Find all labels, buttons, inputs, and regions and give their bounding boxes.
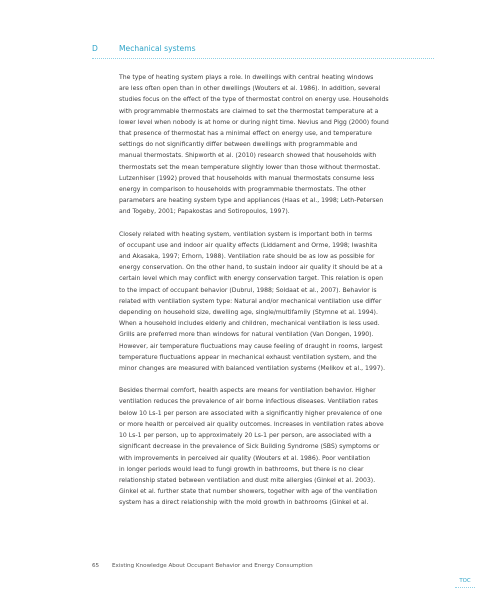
toc-underline <box>455 587 475 588</box>
text-line: Closely related with heating system, ventilation system is important both in terms <box>119 230 373 238</box>
section-heading <box>92 44 392 58</box>
text-line: However, air temperature fluctuations may cause feeling of draught in rooms, largest <box>119 342 383 350</box>
text-line: with improvements in perceived air quality (Wouters et al. 1986). Poor ventilation <box>119 454 371 462</box>
text-line: Besides thermal comfort, health aspects are means for ventilation behavior. Higher <box>119 387 376 395</box>
text-line: thermostats set the mean temperature slightly lower than those without thermostat. <box>119 163 381 171</box>
text-line: system has a direct relationship with the mold growth in bathrooms (Ginkel et al. <box>119 499 369 507</box>
text-line: manual thermostats. Shipworth et al. (2010) research showed that households with <box>119 152 377 160</box>
text-line: and Togeby, 2001; Papakostas and Sotiropoulos, 1997). <box>119 208 290 216</box>
text-line: or more health or perceived air quality outcomes. Increases in ventilation rates above <box>119 420 384 428</box>
text-line: energy in comparison to households with programmable thermostats. The other <box>119 186 366 194</box>
text-line: settings do not significantly differ between dwellings with programmable and <box>119 141 358 149</box>
text-line: and Akasaka, 1997; Erhorn, 1988). Ventilation rate should be as low as possible for <box>119 253 375 261</box>
text-line: of occupant use and indoor air quality effects (Liddament and Orme, 1998; Iwashita <box>119 241 378 249</box>
text-line: with programmable thermostats are claimed to set the thermostat temperature at a <box>119 107 379 115</box>
paragraph <box>119 72 437 218</box>
text-line: minor changes are measured with balanced ventilation systems (Melikov et al., 1997). <box>119 365 386 373</box>
text-line: Lutzenhiser (1992) proved that households with manual thermostats consume less <box>119 174 375 182</box>
text-line: below 10 Ls-1 per person are associated with a significantly higher prevalence of one <box>119 409 382 417</box>
text-line: depending on household size, dwelling age, single/multifamily (Stymne et al. 1994). <box>119 309 378 317</box>
text-line: in longer periods would lead to fungi growth in bathrooms, but there is no clear <box>119 465 364 473</box>
text-line: that presence of thermostat has a minimal effect on energy use, and temperature <box>119 130 372 138</box>
text-line: energy conservation. On the other hand, to sustain indoor air quality it should be at a <box>119 264 383 272</box>
text-line: The type of heating system plays a role. In dwellings with central heating windows <box>119 74 374 81</box>
paragraph <box>119 385 437 508</box>
section-title: Mechanical systems <box>119 44 196 53</box>
text-line: Ginkel et al. further state that number showers, together with age of the ventilation <box>119 488 378 496</box>
body-text <box>119 72 437 520</box>
text-line: relationship stated between ventilation and dust mite allergies (Ginkel et al. 2003). <box>119 476 376 484</box>
text-line: 10 Ls-1 per person, up to approximately 20 Ls-1 per person, are associated with a <box>119 432 372 440</box>
text-line: studies focus on the effect of the type of thermostat control on energy use. Households <box>119 96 389 104</box>
text-line: certain level which may conflict with energy conservation target. This relation is open <box>119 275 384 283</box>
text-line: related with ventilation system type: Natural and/or mechanical ventilation use differ <box>119 297 382 305</box>
text-line: to the impact of occupant behavior (Dubrul, 1988; Soldaat et al., 2007). Behavior is <box>119 286 377 294</box>
running-title: Existing Knowledge About Occupant Behavior and Energy Consumption <box>112 563 313 569</box>
text-line: temperature fluctuations appear in mechanical exhaust ventilation system, and the <box>119 353 377 361</box>
paragraph <box>119 229 437 375</box>
text-line: ventilation reduces the prevalence of air borne infectious diseases. Ventilation rates <box>119 398 378 406</box>
text-line: When a household includes elderly and children, mechanical ventilation is less used. <box>119 320 380 328</box>
section-divider <box>92 58 434 59</box>
text-line: are less often open than in other dwellings (Wouters et al. 1986). In addition, several <box>119 85 381 93</box>
text-line: lower level when nobody is at home or during night time. Nevius and Pigg (2000) found <box>119 118 389 126</box>
page-number: 65 <box>92 563 100 569</box>
section-letter: D <box>92 44 98 53</box>
toc-link[interactable]: TOC <box>459 578 471 584</box>
text-line: parameters are heating system type and appliances (Haas et al., 1998; Leth-Petersen <box>119 197 384 205</box>
text-line: significant decrease in the prevalence of Sick Building Syndrome (SBS) symptoms or <box>119 443 380 451</box>
text-line: Grills are preferred more than windows for natural ventilation (Van Dongen, 1990). <box>119 331 374 339</box>
